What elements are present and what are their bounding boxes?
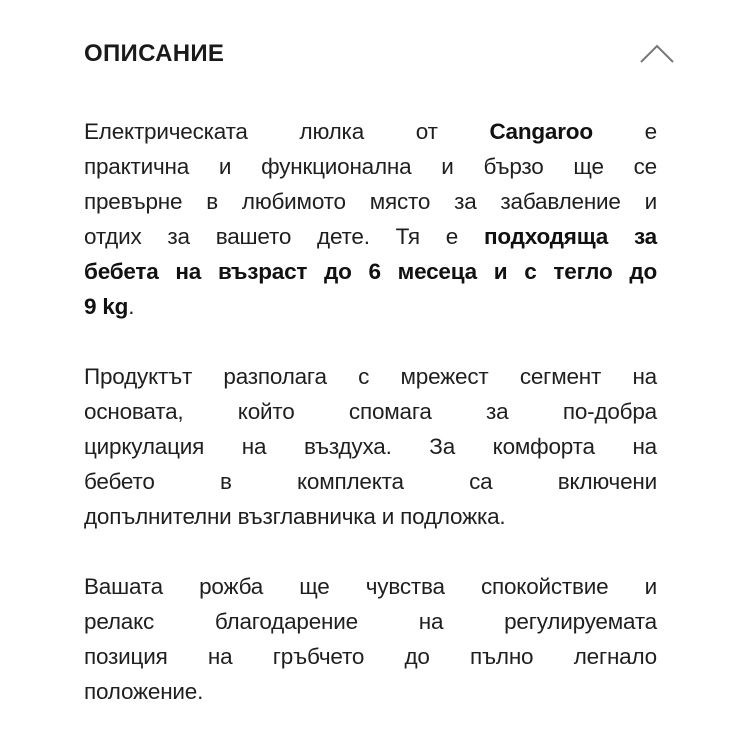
text-line — [84, 499, 657, 534]
text: отдих за вашето дете. Тя е — [84, 224, 484, 249]
text-line — [84, 149, 657, 184]
chevron-up-icon — [638, 40, 676, 66]
text: циркулация на въздуха. За комфорта на — [84, 434, 657, 459]
bold-text: подходяща за — [484, 224, 657, 249]
bold-text: 9 kg — [84, 294, 129, 319]
text-line — [84, 359, 657, 394]
text: Електрическата люлка от — [84, 119, 490, 144]
text-line — [84, 569, 657, 604]
paragraph — [84, 359, 657, 534]
section-title: ОПИСАНИЕ — [84, 40, 225, 67]
text-line — [84, 289, 657, 324]
text-line — [84, 464, 657, 499]
bold-text: бебета на възраст до 6 месеца и с тегло до — [84, 259, 657, 284]
text: е — [592, 119, 657, 144]
paragraph — [84, 114, 657, 324]
text-line — [84, 604, 657, 639]
text: основата, който спомага за по-добра — [84, 399, 657, 424]
text: позиция на гръбчето до пълно легнало — [84, 644, 657, 669]
bold-text: Cangaroo — [489, 119, 593, 144]
collapse-toggle-button[interactable] — [638, 40, 676, 66]
description-text — [84, 114, 657, 744]
text: практична и функционална и бързо ще се — [84, 154, 657, 179]
text-line — [84, 674, 657, 709]
paragraph — [84, 569, 657, 709]
text: положение. — [84, 679, 204, 704]
text: релакс благодарение на регулируемата — [84, 609, 657, 634]
text: превърне в любимото място за забавление и — [84, 189, 657, 214]
text: . — [128, 294, 135, 319]
text-line — [84, 219, 657, 254]
text-line — [84, 639, 657, 674]
text-line — [84, 254, 657, 289]
text-line — [84, 429, 657, 464]
text-line — [84, 184, 657, 219]
text: Вашата рожба ще чувства спокойствие и — [84, 574, 657, 599]
text: бебето в комплекта са включени — [84, 469, 657, 494]
text: Продуктът разполага с мрежест сегмент на — [84, 364, 657, 389]
text-line — [84, 114, 657, 149]
text: допълнителни възглавничка и подложка. — [84, 504, 506, 529]
text-line — [84, 394, 657, 429]
